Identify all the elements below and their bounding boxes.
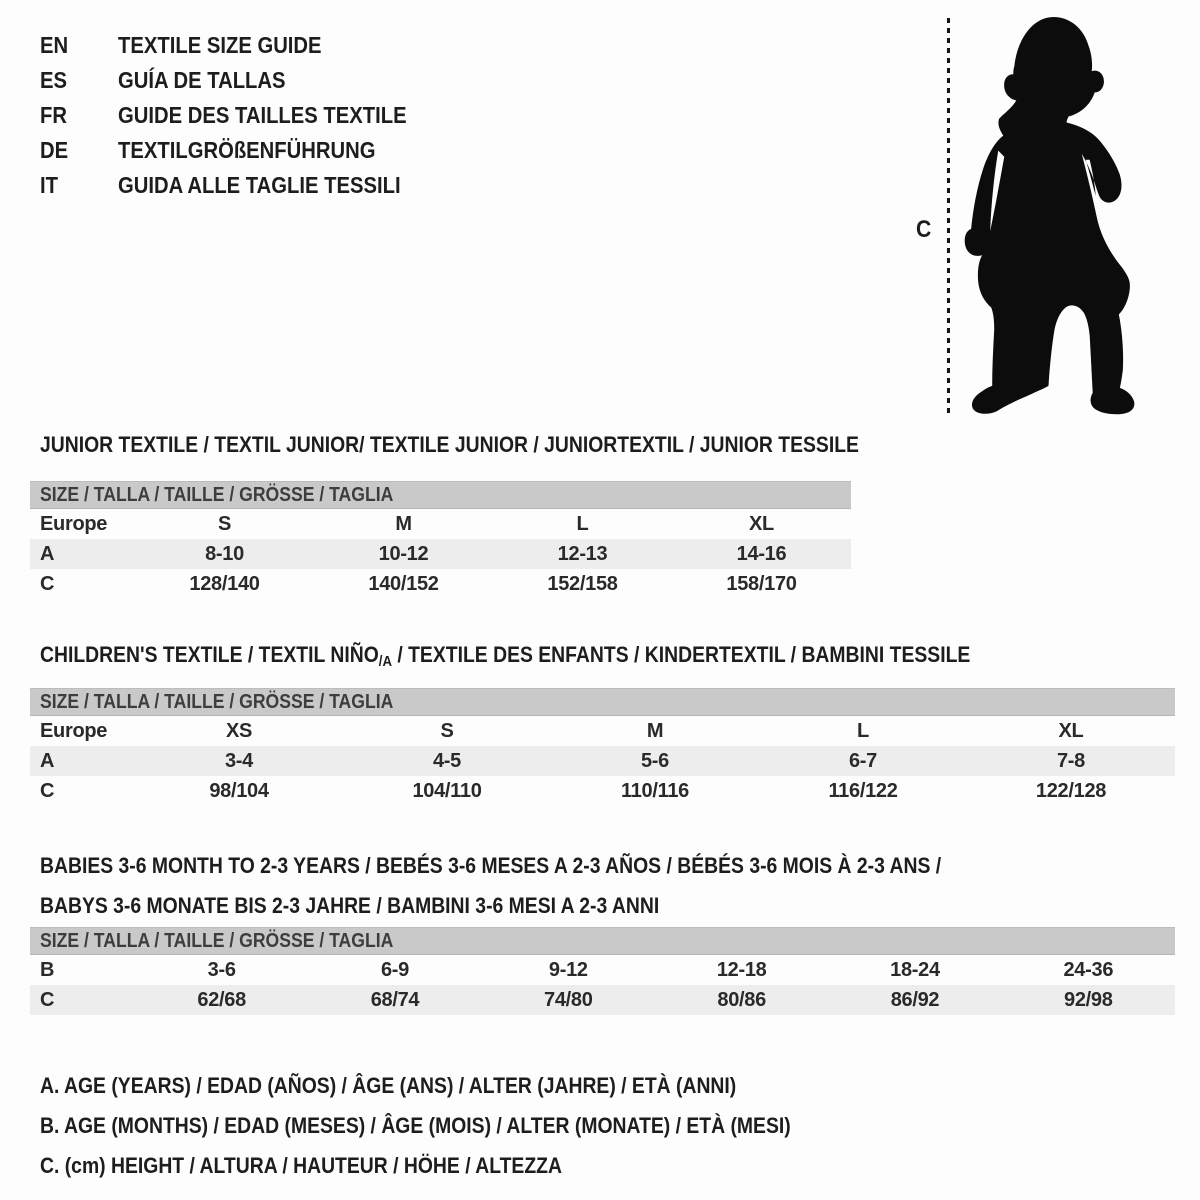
height-value: 110/116 [621, 779, 689, 802]
size-header-label: SIZE / TALLA / TAILLE / GRÖSSE / TAGLIA [40, 690, 394, 713]
language-title-es: GUÍA DE TALLAS [118, 67, 286, 93]
age-value: 3-4 [224, 749, 253, 772]
height-value: 74/80 [544, 988, 593, 1011]
junior-size-header-bar [30, 481, 851, 509]
height-measure-dashed-line [947, 18, 950, 416]
height-value: 116/122 [828, 779, 898, 802]
months-value: 24-36 [1063, 958, 1114, 981]
language-title-it: GUIDA ALLE TAGLIE TESSILI [118, 172, 401, 198]
age-value: 6-7 [848, 749, 877, 772]
children-row-height [30, 776, 1175, 806]
height-value: 92/98 [1064, 988, 1113, 1011]
size-value: S [217, 512, 232, 535]
size-header-label: SIZE / TALLA / TAILLE / GRÖSSE / TAGLIA [40, 929, 394, 952]
legend-line-a [40, 1066, 893, 1106]
babies-size-header-bar [30, 927, 1175, 955]
children-row-age [30, 746, 1175, 776]
junior-size-table [30, 481, 851, 599]
size-value: L [576, 512, 589, 535]
language-row-fr [40, 98, 446, 133]
language-title-fr: GUIDE DES TAILLES TEXTILE [118, 102, 407, 128]
size-value: S [440, 719, 454, 742]
language-row-en [40, 28, 446, 63]
age-value: 8-10 [205, 542, 244, 565]
babies-heading-line1-wrap [40, 846, 1064, 886]
height-value: 104/110 [412, 779, 482, 802]
height-value: 80/86 [717, 988, 766, 1011]
row-label: B [40, 958, 55, 981]
age-value: 4-5 [432, 749, 461, 772]
height-value: 86/92 [890, 988, 940, 1011]
language-code-es: ES [40, 67, 68, 93]
size-value: XS [225, 719, 253, 742]
months-value: 3-6 [207, 958, 236, 981]
junior-row-age [30, 539, 851, 569]
legend-line-c [40, 1146, 893, 1186]
height-value: 128/140 [189, 572, 260, 595]
height-measure-label: C [916, 216, 932, 243]
children-heading-part2: / TEXTILE DES ENFANTS / KINDERTEXTIL / BAMBINI TESSILE [391, 642, 971, 667]
legend-line-a-text: A. AGE (YEARS) / EDAD (AÑOS) / ÂGE (ANS) / ALTER (JAHRE) / ETÀ (ANNI) [40, 1073, 737, 1098]
age-value: 5-6 [640, 749, 669, 772]
language-title-de: TEXTILGRÖßENFÜHRUNG [118, 137, 376, 163]
row-label: C [40, 988, 55, 1011]
babies-size-table [30, 927, 1175, 1015]
row-label: A [40, 542, 55, 565]
months-value: 12-18 [716, 958, 767, 981]
language-row-de [40, 133, 446, 168]
babies-heading-line2-wrap [40, 886, 1064, 926]
age-value: 10-12 [378, 542, 429, 565]
months-value: 9-12 [548, 958, 588, 981]
language-code-fr: FR [40, 102, 67, 128]
baby-silhouette-path [965, 17, 1135, 414]
language-title-en: TEXTILE SIZE GUIDE [118, 32, 322, 58]
height-value: 152/158 [547, 572, 618, 595]
age-value: 12-13 [557, 542, 608, 565]
months-value: 6-9 [380, 958, 409, 981]
age-value: 14-16 [736, 542, 787, 565]
junior-heading-text: JUNIOR TEXTILE / TEXTIL JUNIOR/ TEXTILE JUNIOR / JUNIORTEXTIL / JUNIOR TESSILE [40, 432, 859, 457]
babies-heading-line2: BABYS 3-6 MONATE BIS 2-3 JAHRE / BAMBINI 3-6 MESI A 2-3 ANNI [40, 893, 660, 918]
height-value: 140/152 [368, 572, 439, 595]
language-code-en: EN [40, 32, 69, 58]
baby-silhouette-icon [962, 16, 1140, 418]
age-value: 7-8 [1056, 749, 1085, 772]
height-value: 122/128 [1035, 779, 1107, 802]
language-title-list [40, 28, 446, 203]
legend-line-c-text: C. (cm) HEIGHT / ALTURA / HAUTEUR / HÖHE / ALTEZZA [40, 1153, 562, 1178]
row-label: Europe [40, 719, 108, 742]
months-value: 18-24 [890, 958, 940, 981]
junior-row-europe [30, 509, 851, 539]
children-section-heading [40, 642, 1097, 670]
row-label: C [40, 572, 55, 595]
size-header-label: SIZE / TALLA / TAILLE / GRÖSSE / TAGLIA [40, 483, 394, 506]
measurement-legend [40, 1066, 893, 1186]
size-value: L [857, 719, 869, 742]
children-heading-text [40, 642, 970, 670]
row-label: Europe [40, 512, 108, 535]
language-code-it: IT [40, 172, 58, 198]
size-value: M [646, 719, 664, 742]
language-row-it [40, 168, 446, 203]
height-value: 98/104 [209, 779, 269, 802]
children-size-table [30, 688, 1175, 806]
children-heading-part1: CHILDREN'S TEXTILE / TEXTIL NIÑO [40, 642, 379, 667]
language-row-es [40, 63, 446, 98]
babies-row-height [30, 985, 1175, 1015]
legend-line-b [40, 1106, 893, 1146]
height-value: 158/170 [726, 572, 797, 595]
legend-line-b-text: B. AGE (MONTHS) / EDAD (MESES) / ÂGE (MOIS) / ALTER (MONATE) / ETÀ (MESI) [40, 1113, 791, 1138]
children-row-europe [30, 716, 1175, 746]
language-code-de: DE [40, 137, 69, 163]
babies-heading-line1: BABIES 3-6 MONTH TO 2-3 YEARS / BEBÉS 3-6 MESES A 2-3 AÑOS / BÉBÉS 3-6 MOIS À 2-3 ANS / [40, 853, 942, 878]
junior-row-height [30, 569, 851, 599]
children-size-header-bar [30, 688, 1175, 716]
size-value: M [395, 512, 412, 535]
junior-section-heading [40, 432, 971, 458]
size-value: XL [1058, 719, 1084, 742]
height-value: 68/74 [370, 988, 420, 1011]
babies-section-heading [40, 846, 1064, 926]
row-label: A [40, 749, 55, 772]
height-value: 62/68 [197, 988, 246, 1011]
children-heading-subscript: /A [378, 653, 392, 670]
babies-row-months [30, 955, 1175, 985]
row-label: C [40, 779, 55, 802]
size-value: XL [749, 512, 774, 535]
